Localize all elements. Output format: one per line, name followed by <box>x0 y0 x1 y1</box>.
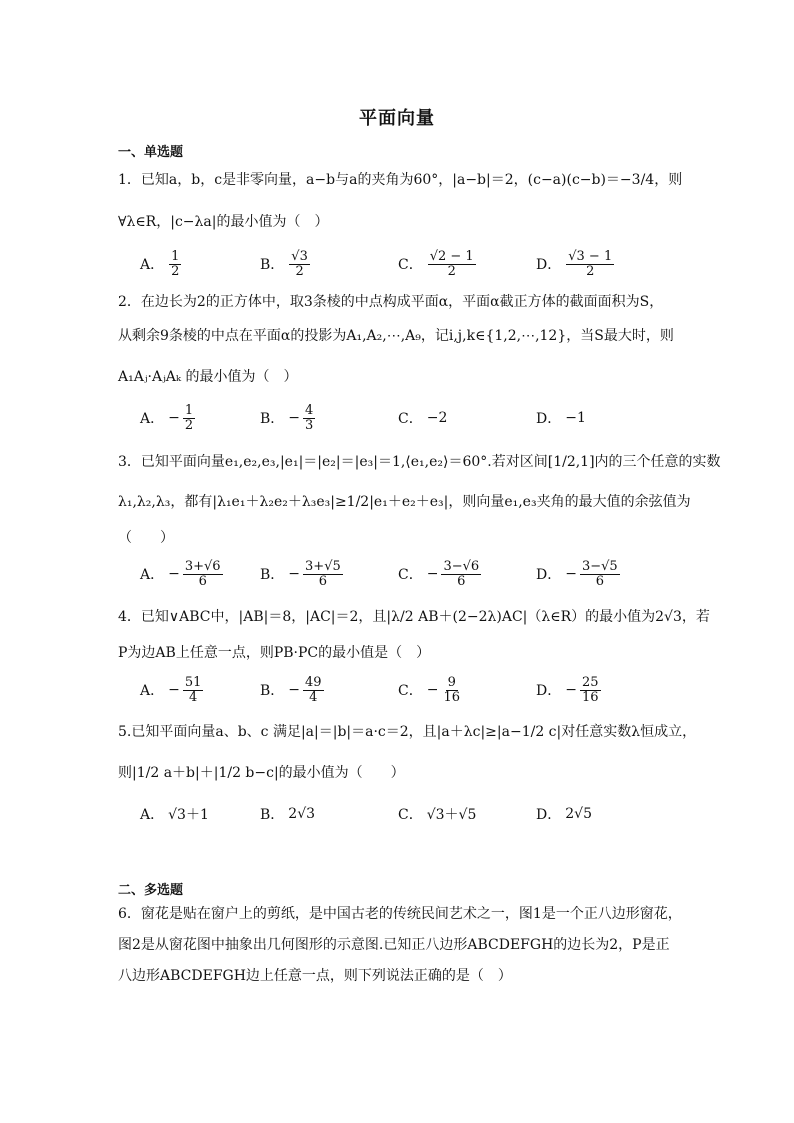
option-fraction <box>289 250 310 279</box>
fraction-numerator: 3−√6 <box>443 558 480 574</box>
q3-line-3: （ ） <box>118 530 174 546</box>
minus-sign: − <box>565 566 577 582</box>
fraction-denominator: 6 <box>318 573 328 589</box>
minus-sign: − <box>168 566 180 582</box>
option-label: B． <box>260 567 285 583</box>
option-fraction <box>303 560 343 589</box>
fraction-numerator: 51 <box>184 674 202 690</box>
q2-options <box>140 400 680 436</box>
q1-option-a[interactable] <box>140 246 182 282</box>
fraction-denominator: 6 <box>595 573 604 589</box>
fraction-denominator: 2 <box>184 417 194 433</box>
q3-option-d[interactable] <box>536 556 621 592</box>
option-fraction <box>441 560 481 589</box>
option-label: D． <box>536 807 562 823</box>
q4-option-c[interactable] <box>398 672 463 708</box>
option-fraction <box>428 250 476 279</box>
fraction-numerator: 3+√6 <box>184 558 221 574</box>
option-label: B． <box>260 257 285 273</box>
option-fraction <box>441 676 462 705</box>
q2-line-2: 从剩余9条棱的中点在平面α的投影为A₁,A₂,⋯,A₉，记i,j,k∈{1,2,⋯,12}，当S最大时，则 <box>118 328 674 344</box>
option-label: A． <box>140 411 165 427</box>
fraction-denominator: 3 <box>305 417 314 433</box>
fraction-numerator: 3+√5 <box>305 558 341 574</box>
option-label: C． <box>398 411 423 427</box>
minus-sign: − <box>168 682 180 698</box>
q4-options <box>140 672 680 708</box>
q1-option-c[interactable] <box>398 246 477 282</box>
q2-option-b[interactable] <box>260 400 316 436</box>
option-fraction <box>183 560 223 589</box>
q4-option-d[interactable] <box>536 672 602 708</box>
q3-option-c[interactable] <box>398 556 482 592</box>
option-fraction <box>303 676 324 705</box>
q3-line-1: 3．已知平面向量e₁,e₂,e₃,|e₁|＝|e₂|＝|e₃|＝1,⟨e₁,e₂⟩＝60°.若对区间[1/2,1]内的三个任意的实数 <box>118 454 721 470</box>
q6-line-3: 八边形ABCDEFGH边上任意一点，则下列说法正确的是（ ） <box>118 968 512 984</box>
option-label: A． <box>140 807 165 823</box>
fraction-numerator: 9 <box>447 674 456 690</box>
q5-option-a[interactable] <box>140 796 209 832</box>
q1-option-d[interactable] <box>536 246 615 282</box>
option-fraction <box>303 404 315 433</box>
option-value: 2√3 <box>288 806 316 822</box>
fraction-denominator: 6 <box>457 573 466 589</box>
fraction-numerator: 4 <box>305 402 314 418</box>
option-label: B． <box>260 807 285 823</box>
q4-line-1: 4．已知∨ABC中，|AB|＝8，|AC|＝2，且|λ/2 AB＋(2−2λ)AC|（λ∈R）的最小值为2√3，若 <box>118 609 710 625</box>
option-label: C． <box>398 807 423 823</box>
fraction-numerator: 25 <box>581 674 599 690</box>
q3-option-b[interactable] <box>260 556 344 592</box>
minus-sign: − <box>426 682 439 698</box>
fraction-denominator: 4 <box>188 689 198 705</box>
fraction-denominator: 4 <box>309 689 318 705</box>
option-label: A． <box>140 567 165 583</box>
fraction-numerator: √3 − 1 <box>568 248 613 264</box>
minus-sign: − <box>288 682 301 698</box>
q3-line-2: λ₁,λ₂,λ₃，都有|λ₁e₁＋λ₂e₂＋λ₃e₃|≥1/2|e₁＋e₂＋e₃|，则向量e₁,e₃夹角的最大值的余弦值为 <box>118 494 691 510</box>
q4-line-2: P为边AB上任意一点，则PB·PC的最小值是（ ） <box>118 645 431 661</box>
minus-sign: − <box>288 566 301 582</box>
fraction-numerator: 1 <box>171 248 180 264</box>
q5-options <box>140 796 680 832</box>
fraction-denominator: 16 <box>443 689 460 705</box>
q3-option-a[interactable] <box>140 556 224 592</box>
fraction-denominator: 2 <box>171 263 180 279</box>
option-fraction <box>580 676 601 705</box>
section-heading-single-choice: 一、单选题 <box>118 145 184 160</box>
minus-sign: − <box>426 566 439 582</box>
q1-option-b[interactable] <box>260 246 311 282</box>
option-value: 2√5 <box>565 806 592 822</box>
q2-option-a[interactable] <box>140 400 196 436</box>
option-fraction <box>183 676 204 705</box>
minus-sign: − <box>565 682 577 698</box>
q1-options <box>140 246 680 282</box>
q4-option-a[interactable] <box>140 672 204 708</box>
option-label: B． <box>260 411 285 427</box>
fraction-numerator: √2 − 1 <box>429 248 474 264</box>
minus-sign: − <box>168 410 180 426</box>
option-value: −2 <box>426 410 448 426</box>
q2-line-3: A₁Aⱼ·AⱼAₖ 的最小值为（ ） <box>118 369 298 385</box>
option-label: A． <box>140 257 165 273</box>
option-label: A． <box>140 683 165 699</box>
q5-line-2: 则|1/2 a＋b|＋|1/2 b−c|的最小值为（ ） <box>118 765 405 781</box>
q1-line-2: ∀λ∈R，|c−λa|的最小值为（ ） <box>118 214 329 230</box>
fraction-denominator: 2 <box>586 263 595 279</box>
fraction-numerator: 49 <box>305 674 322 690</box>
fraction-denominator: 2 <box>447 263 456 279</box>
option-label: D． <box>536 411 562 427</box>
fraction-denominator: 2 <box>295 263 304 279</box>
q5-line-1: 5.已知平面向量a、b、c 满足|a|＝|b|＝a·c＝2，且|a＋λc|≥|a−1/2 c|对任意实数λ恒成立， <box>118 724 697 740</box>
option-label: D． <box>536 567 562 583</box>
fraction-denominator: 16 <box>581 689 599 705</box>
option-fraction <box>169 250 181 279</box>
minus-sign: − <box>288 410 301 426</box>
q6-line-1: 6．窗花是贴在窗户上的剪纸，是中国古老的传统民间艺术之一，图1是一个正八边形窗花， <box>118 906 682 922</box>
option-fraction <box>183 404 195 433</box>
q2-option-d[interactable] <box>536 400 586 436</box>
option-fraction <box>580 560 620 589</box>
option-value: √3＋1 <box>168 807 209 823</box>
option-label: C． <box>398 567 423 583</box>
option-label: C． <box>398 257 423 273</box>
q4-option-b[interactable] <box>260 672 325 708</box>
q2-option-c[interactable] <box>398 400 447 436</box>
fraction-numerator: √3 <box>291 248 308 264</box>
q6-line-2: 图2是从窗花图中抽象出几何图形的示意图.已知正八边形ABCDEFGH的边长为2，P是正 <box>118 937 670 953</box>
fraction-numerator: 3−√5 <box>581 558 618 574</box>
fraction-numerator: 1 <box>184 402 194 418</box>
option-label: D． <box>536 257 562 273</box>
q3-options <box>140 556 680 592</box>
fraction-denominator: 6 <box>198 573 207 589</box>
option-label: B． <box>260 683 285 699</box>
section-heading-multiple-choice: 二、多选题 <box>118 883 184 898</box>
page-title: 平面向量 <box>359 108 435 129</box>
option-fraction <box>566 250 614 279</box>
q2-line-1: 2．在边长为2的正方体中，取3条棱的中点构成平面α，平面α截正方体的截面面积为S， <box>118 294 664 310</box>
option-value: −1 <box>565 410 586 426</box>
q1-line-1: 1．已知a，b，c是非零向量，a−b与a的夹角为60°，|a−b|＝2，(c−a)(c−b)＝−3/4，则 <box>118 172 683 188</box>
option-value: √3＋√5 <box>426 807 477 823</box>
option-label: C． <box>398 683 423 699</box>
q5-option-c[interactable] <box>398 796 476 832</box>
q5-option-b[interactable] <box>260 796 315 832</box>
q5-option-d[interactable] <box>536 796 592 832</box>
option-label: D． <box>536 683 562 699</box>
